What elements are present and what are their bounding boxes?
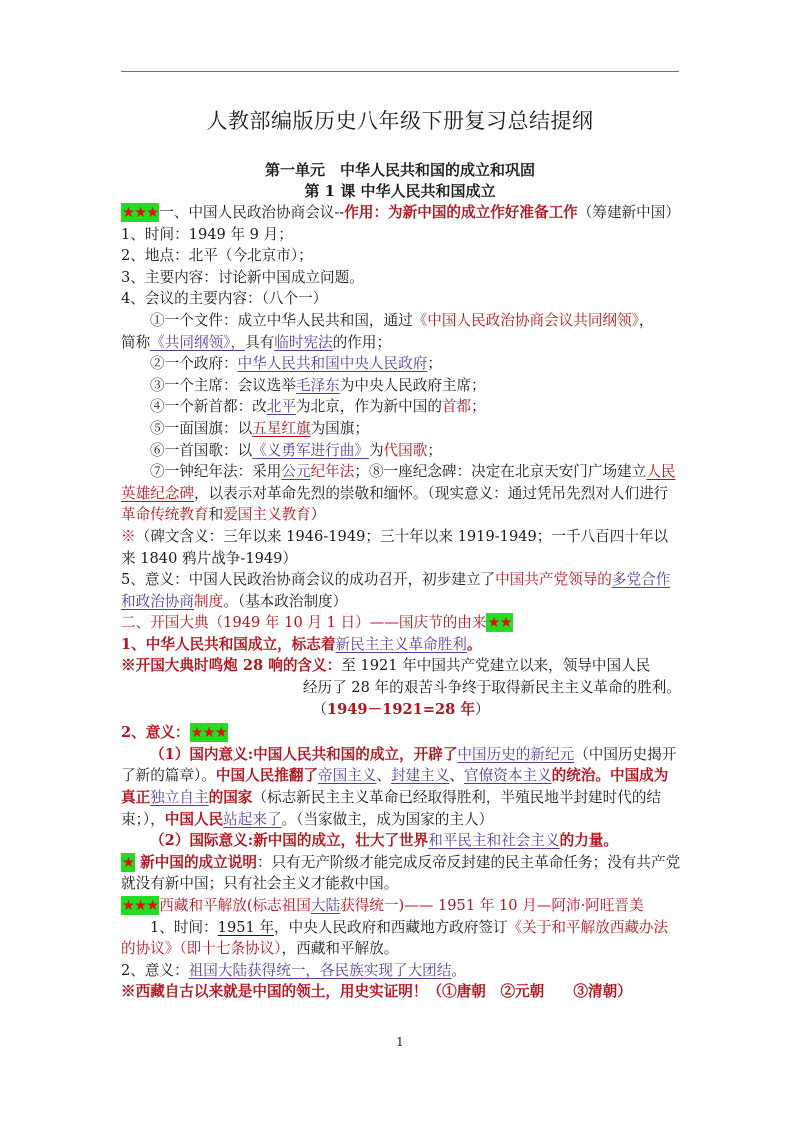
link-central-government[interactable]: 中华人民共和国中央人民政府 xyxy=(237,355,428,373)
link-stood-up[interactable]: 站起来了 xyxy=(223,810,282,828)
time-line: 1、时间：1949 年 9 月； xyxy=(121,225,293,243)
domestic-significance: （1）国内意义:中国人民共和国的成立，开辟了中国历史的新纪元（中国历史揭开了新的篇章）。中国人民推翻了帝国主义、封建主义、官僚资本主义的统治。中国成为真正独立自主的国家（标志新民主主义革命已经取得胜利，半殖民地半封建时代的结束；），中国人民站起来了。（当家做主，成为国家的主人） xyxy=(121,745,677,828)
tibet-heading: ★★★西藏和平解放(标志祖国大陆获得统一)—— 1951 年 10 月—阿沛·阿旺晋美 xyxy=(122,897,644,914)
founding-marks: 1、中华人民共和国成立，标志着新民主主义革命胜利。 xyxy=(121,635,482,653)
item-government: ②一个政府：中华人民共和国中央人民政府； xyxy=(150,355,442,373)
document-title: 人教部编版历史八年级下册复习总结提纲 xyxy=(206,109,594,133)
founding-explanation: ★ 新中国的成立说明：只有无产阶级才能完成反帝反封建的民主革命任务；没有共产党就没有新中国；只有社会主义才能救中国。 xyxy=(121,853,681,893)
three-star-icon: ★★★ xyxy=(122,204,159,221)
header-rule xyxy=(121,71,679,72)
tibet-proof: ※西藏自古以来就是中国的领土，用史实证明！（①唐朝 ②元朝 ③清朝） xyxy=(121,983,632,1001)
year-1951: 1951 年 xyxy=(217,918,275,936)
salute-calc: （1949－1921=28 年） xyxy=(312,700,490,718)
inscription-note: ※（碑文含义：三年以来 1946-1949；三十年以来 1919-1949；一千八百四十年以来 1840 鸦片战争-1949） xyxy=(121,527,669,567)
lesson-heading: 第 1 课 中华人民共和国成立 xyxy=(304,182,496,200)
link-mao-zedong[interactable]: 毛泽东 xyxy=(295,376,340,394)
link-gregorian[interactable]: 公元 xyxy=(281,463,311,481)
item-chairman: ③一个主席：会议选举毛泽东为中央人民政府主席； xyxy=(150,376,486,394)
section1-heading: ★★★一、中国人民政治协商会议--作用：为新中国的成立作好准备工作（筹建新中国） xyxy=(122,204,680,221)
item-document: ①一个文件：成立中华人民共和国，通过《中国人民政治协商会议共同纲领》， 简称《共同纲领》，具有临时宪法的作用； xyxy=(121,311,654,351)
place-line: 2、地点：北平（今北京市）； xyxy=(121,247,313,265)
link-multiparty-cooperation[interactable]: 多党合作和政治协商 xyxy=(121,571,671,610)
link-monument[interactable]: 人民英雄纪念碑 xyxy=(121,463,676,502)
link-provisional-constitution[interactable]: 临时宪法 xyxy=(274,333,333,351)
link-peace-democracy-socialism[interactable]: 和平民主和社会主义 xyxy=(428,832,560,850)
link-new-democratic-revolution[interactable]: 新民主主义革命胜利 xyxy=(335,635,467,653)
main-content-label: 4、会议的主要内容：（八个一） xyxy=(121,290,328,308)
reference-mark-icon: ※ xyxy=(121,527,136,545)
section2-heading: 二、开国大典（1949 年 10 月 1 日）——国庆节的由来★★ xyxy=(121,614,512,632)
two-star-icon: ★★ xyxy=(487,614,512,632)
link-new-era[interactable]: 中国历史的新纪元 xyxy=(457,745,575,763)
item-anthem: ⑥一首国歌：以《义勇军进行曲》为代国歌； xyxy=(150,441,442,459)
salute-meaning: ※开国大典时鸣炮 28 响的含义：至 1921 年中国共产党建立以来，领导中国人民 xyxy=(121,657,651,675)
content-line: 3、主要内容：讨论新中国成立问题。 xyxy=(121,268,364,286)
tibet-significance: 2、意义：祖国大陆获得统一，各民族实现了大团结。 xyxy=(121,961,466,979)
link-mainland[interactable]: 大陆 xyxy=(310,897,341,914)
item-calendar-monument: ⑦一钟纪年法：采用公元纪年法；⑧一座纪念碑：决定在北京天安门广场建立人民英雄纪念碑，以表示对革命先烈的崇敬和缅怀。（现实意义：通过凭吊先烈对人们进行革命传统教育和爱国主义教育） xyxy=(121,463,676,524)
three-star-icon: ★★★ xyxy=(122,897,159,914)
three-star-icon: ★★★ xyxy=(190,724,227,742)
link-independence[interactable]: 独立自主 xyxy=(150,789,209,807)
one-star-icon: ★ xyxy=(122,853,135,871)
unit-heading: 第一单元 中华人民共和国的成立和巩固 xyxy=(264,161,535,179)
salute-meaning-cont: 经历了 28 年的艰苦斗争终于取得新民主主义革命的胜利。 xyxy=(302,679,681,697)
tibet-time: 1、时间：1951 年，中央人民政府和西藏地方政府签订《关于和平解放西藏办法的协议》（即十七条协议），西藏和平解放。 xyxy=(121,918,669,958)
item-flag: ⑤一面国旗：以五星红旗为国旗； xyxy=(150,419,369,437)
link-beiping[interactable]: 北平 xyxy=(266,398,296,416)
item-capital: ④一个新首都：改北平为北京，作为新中国的首都； xyxy=(150,398,486,416)
document-body xyxy=(121,202,681,1003)
link-feudalism[interactable]: 封建主义 xyxy=(391,767,450,785)
international-significance: （2）国际意义:新中国的成立，壮大了世界和平民主和社会主义的力量。 xyxy=(150,832,618,850)
link-five-star-flag[interactable]: 五星红旗 xyxy=(252,419,311,437)
link-march-of-volunteers[interactable]: 《义勇军进行曲》 xyxy=(252,441,369,459)
page-number: 1 xyxy=(396,1035,404,1049)
cppcc-significance: 5、意义：中国人民政治协商会议的成功召开，初步建立了中国共产党领导的多党合作和政治协商制度。（基本政治制度） xyxy=(121,571,671,610)
link-imperialism[interactable]: 帝国主义 xyxy=(318,767,377,785)
significance-label: 2、意义：★★★ xyxy=(121,724,227,742)
link-mainland-unified[interactable]: 祖国大陆获得统一，各民族实现了大团结 xyxy=(188,961,452,979)
link-common-program[interactable]: 《共同纲领》， xyxy=(150,333,246,351)
link-bureaucratic-capitalism[interactable]: 官僚资本主义 xyxy=(464,767,552,785)
